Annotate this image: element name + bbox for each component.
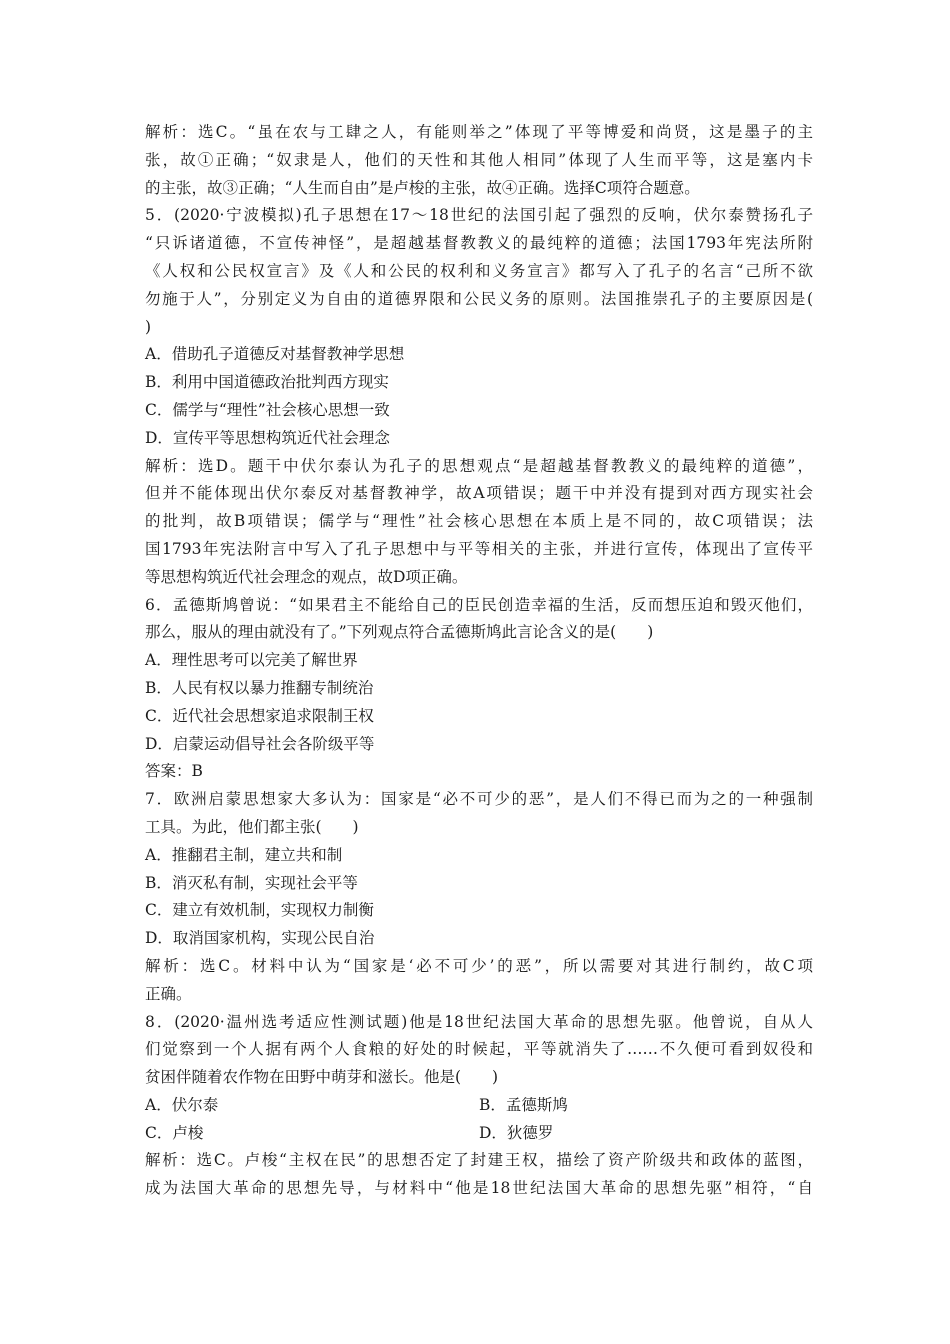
- analysis-line: 的主张，故③正确；“人生而自由”是卢梭的主张，故④正确。选择C项符合题意。: [145, 178, 700, 197]
- question-stem-line: “只诉诸道德，不宣传神怪”，是超越基督教教义的最纯粹的道德；法国1793年宪法所附: [145, 234, 813, 253]
- analysis-line: 解析：选D。题干中伏尔泰认为孔子的思想观点“是超越基督教教义的最纯粹的道德”，: [145, 456, 813, 475]
- question-stem-line: 那么，服从的理由就没有了。”下列观点符合孟德斯鸠此言论含义的是( ): [145, 623, 654, 642]
- question-stem-line: 贫困伴随着农作物在田野中萌芽和滋长。他是( ): [145, 1068, 499, 1087]
- analysis-line: 国1793年宪法附言中写入了孔子思想中与平等相关的主张，并进行宣传，体现出了宣传平: [145, 539, 813, 558]
- analysis-line: 张，故①正确；“奴隶是人，他们的天性和其他人相同”体现了人生而平等，这是塞内卡: [145, 150, 813, 169]
- question-stem-line: 8．(2020·温州选考适应性测试题)他是18世纪法国大革命的思想先驱。他曾说，自从人: [145, 1012, 813, 1031]
- option-b: B．孟德斯鸠: [479, 1095, 568, 1114]
- question-stem-line: 《人权和公民权宣言》及《人和公民的权利和义务宣言》都写入了孔子的名言“己所不欲: [145, 261, 813, 280]
- analysis-line: 正确。: [145, 984, 192, 1003]
- option-c: C．卢梭: [145, 1123, 204, 1142]
- answer-line: 答案：B: [145, 762, 203, 781]
- question-8: [145, 1009, 813, 1204]
- question-stem-line: 6．孟德斯鸠曾说：“如果君主不能给自己的臣民创造幸福的生活，反而想压迫和毁灭他们，: [145, 595, 813, 614]
- question-stem-line: 7．欧洲启蒙思想家大多认为：国家是“必不可少的恶”，是人们不得已而为之的一种强制: [145, 790, 813, 809]
- option-c: C．儒学与“理性”社会核心思想一致: [145, 400, 390, 419]
- analysis-line: 解析：选C。卢梭“主权在民”的思想否定了封建王权，描绘了资产阶级共和政体的蓝图，: [145, 1151, 813, 1170]
- question-6: [145, 592, 813, 787]
- analysis-line: 但并不能体现出伏尔泰反对基督教神学，故A项错误；题干中并没有提到对西方现实社会: [145, 484, 813, 503]
- option-row: [145, 1092, 813, 1120]
- option-a: A．伏尔泰: [145, 1095, 219, 1114]
- q4-analysis: [145, 119, 813, 202]
- question-stem-line: 工具。为此，他们都主张( ): [145, 817, 359, 836]
- question-7: [145, 786, 813, 1008]
- option-b: B．人民有权以暴力推翻专制统治: [145, 678, 374, 697]
- question-stem-line: ): [145, 317, 152, 336]
- option-c: C．建立有效机制，实现权力制衡: [145, 901, 374, 920]
- option-a: A．借助孔子道德反对基督教神学思想: [145, 345, 405, 364]
- analysis-line: 解析：选C。材料中认为“国家是‘必不可少’的恶”，所以需要对其进行制约，故C项: [145, 956, 813, 975]
- option-row: [145, 1120, 813, 1148]
- option-b: B．消灭私有制，实现社会平等: [145, 873, 358, 892]
- question-stem-line: 勿施于人”，分别定义为自由的道德界限和公民义务的原则。法国推崇孔子的主要原因是(: [145, 289, 813, 308]
- analysis-line: 解析：选C。“虽在农与工肆之人，有能则举之”体现了平等博爱和尚贤，这是墨子的主: [145, 123, 813, 141]
- analysis-line: 的批判，故B项错误；儒学与“理性”社会核心思想在本质上是不同的，故C项错误；法: [145, 512, 813, 531]
- option-c: C．近代社会思想家追求限制王权: [145, 706, 374, 725]
- question-stem-line: 们觉察到一个人据有两个人食粮的好处的时候起，平等就消失了……不久便可看到奴役和: [145, 1040, 813, 1059]
- option-d: D．启蒙运动倡导社会各阶级平等: [145, 734, 375, 753]
- option-a: A．推翻君主制，建立共和制: [145, 845, 343, 864]
- analysis-line: 成为法国大革命的思想先导，与材料中“他是18世纪法国大革命的思想先驱”相符，“自: [145, 1179, 813, 1198]
- question-stem-line: 5．(2020·宁波模拟)孔子思想在17～18世纪的法国引起了强烈的反响，伏尔泰赞扬孔子: [145, 206, 813, 225]
- document-page: [145, 119, 813, 1203]
- option-d: D．狄德罗: [479, 1123, 554, 1142]
- analysis-line: 等思想构筑近代社会理念的观点，故D项正确。: [145, 567, 468, 586]
- option-d: D．取消国家机构，实现公民自治: [145, 929, 375, 948]
- option-a: A．理性思考可以完美了解世界: [145, 651, 358, 670]
- question-5: [145, 202, 813, 591]
- option-d: D．宣传平等思想构筑近代社会理念: [145, 428, 390, 447]
- option-b: B．利用中国道德政治批判西方现实: [145, 373, 389, 392]
